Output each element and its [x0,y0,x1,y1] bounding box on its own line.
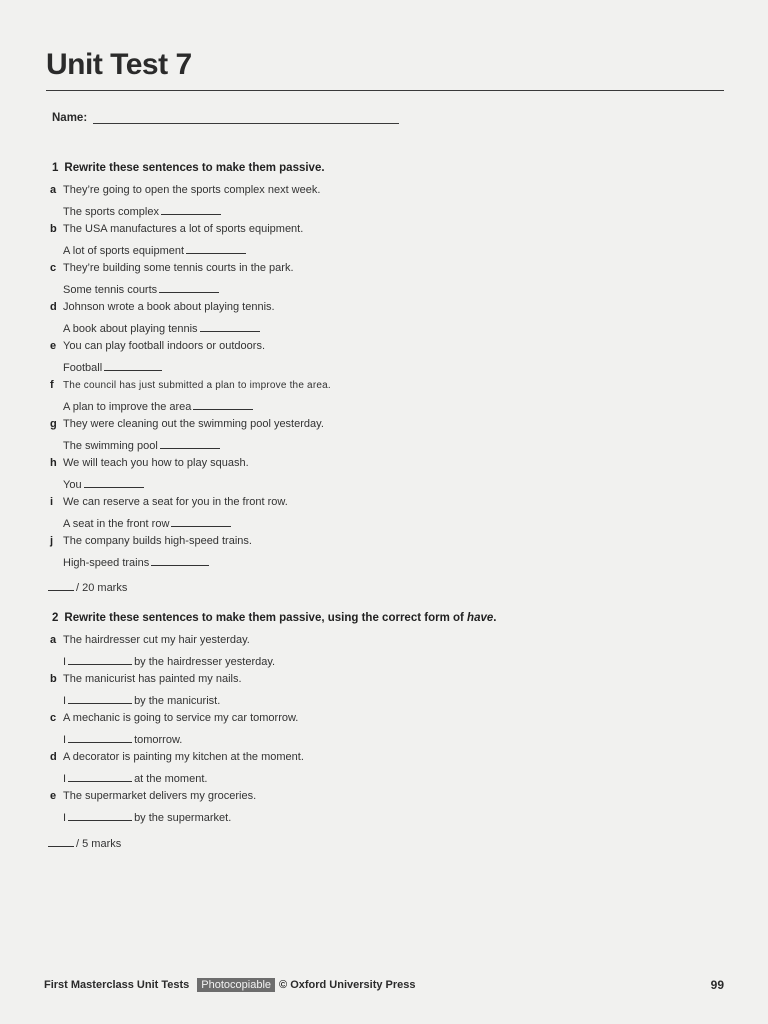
item-prompt-start: I [63,694,67,707]
item-letter: d [50,751,57,763]
item-sentence: We will teach you how to play squash. [63,457,249,469]
section-1-item-i [50,496,730,535]
answer-blank[interactable] [186,243,246,254]
item-letter: e [50,340,57,352]
item-sentence: The supermarket delivers my groceries. [63,790,257,802]
section-1-item-b [50,223,730,262]
item-prompt: Some tennis courts [63,283,158,296]
answer-blank[interactable] [68,693,132,704]
section-2-emphasis: have [467,612,494,624]
answer-blank[interactable] [68,654,132,665]
page-footer [44,978,724,992]
item-letter: c [50,712,57,724]
answer-blank[interactable] [151,555,209,566]
item-letter: b [50,223,57,235]
item-prompt-start: I [63,811,67,824]
item-sentence: Johnson wrote a book about playing tennis. [63,301,275,313]
section-1-item-c [50,262,730,301]
section-2-marks-label: / 5 marks [76,838,122,850]
item-sentence: The council has just submitted a plan to improve the area. [63,380,331,391]
section-2-instruction: Rewrite these sentences to make them passive, using the correct form of [64,612,468,624]
item-sentence: They were cleaning out the swimming pool yesterday. [63,418,324,430]
item-prompt-start: I [63,772,67,785]
section-1-heading [52,162,325,174]
item-letter: a [50,184,57,196]
name-row [52,112,399,124]
score-blank[interactable] [48,836,74,847]
section-1-item-d [50,301,730,340]
answer-blank[interactable] [161,204,221,215]
section-1-marks [48,580,127,594]
item-letter: i [50,496,54,508]
section-1-item-a [50,184,730,223]
answer-blank[interactable] [68,732,132,743]
item-sentence: They’re going to open the sports complex next week. [63,184,321,196]
item-prompt: A lot of sports equipment [63,244,185,257]
item-prompt-end: by the hairdresser yesterday. [134,655,276,668]
section-2-item-a [50,634,730,673]
footer-series: First Masterclass Unit Tests [44,979,190,991]
answer-blank[interactable] [68,771,132,782]
item-prompt: A plan to improve the area [63,400,192,413]
item-prompt: High-speed trains [63,556,150,569]
page-title: Unit Test 7 [46,48,192,81]
answer-blank[interactable] [104,360,162,371]
item-sentence: We can reserve a seat for you in the front row. [63,496,288,508]
item-letter: a [50,634,57,646]
answer-blank[interactable] [68,810,132,821]
answer-blank[interactable] [200,321,260,332]
item-letter: g [50,418,57,430]
item-prompt-start: I [63,655,67,668]
section-2-item-d [50,751,730,790]
item-sentence: A decorator is painting my kitchen at the moment. [63,751,304,763]
item-sentence: You can play football indoors or outdoors. [63,340,266,352]
item-prompt-end: tomorrow. [134,733,183,746]
item-prompt: The swimming pool [63,439,158,452]
answer-blank[interactable] [84,477,144,488]
item-sentence: The USA manufactures a lot of sports equipment. [63,223,304,235]
item-sentence: A mechanic is going to service my car tomorrow. [63,712,299,724]
section-1-item-e [50,340,730,379]
section-1-item-j [50,535,730,574]
item-prompt-end: by the manicurist. [134,694,221,707]
name-field[interactable] [93,112,399,124]
item-prompt-end: at the moment. [134,772,208,785]
answer-blank[interactable] [159,282,219,293]
section-2-marks [48,836,121,850]
item-letter: b [50,673,57,685]
item-sentence: The company builds high-speed trains. [63,535,252,547]
footer-publisher: © Oxford University Press [279,979,416,991]
section-2-period: . [493,612,497,624]
section-1-item-f [50,379,730,418]
item-letter: h [50,457,57,469]
score-blank[interactable] [48,580,74,591]
item-prompt: A book about playing tennis [63,322,198,335]
answer-blank[interactable] [160,438,220,449]
item-sentence: They’re building some tennis courts in the park. [63,262,294,274]
item-prompt: Football [63,361,103,374]
section-2-heading [52,612,496,624]
item-sentence: The hairdresser cut my hair yesterday. [63,634,250,646]
section-1-instruction: Rewrite these sentences to make them passive. [64,162,325,174]
title-divider [46,90,724,91]
item-sentence: The manicurist has painted my nails. [63,673,242,685]
item-prompt: You [63,478,82,491]
page-number: 99 [710,978,724,992]
section-1-number: 1 [52,162,59,174]
section-2-item-b [50,673,730,712]
answer-blank[interactable] [193,399,253,410]
section-1-item-h [50,457,730,496]
name-label: Name: [52,112,88,124]
section-2-number: 2 [52,612,59,624]
item-letter: d [50,301,57,313]
item-prompt: The sports complex [63,205,159,218]
item-letter: j [50,535,54,547]
item-letter: c [50,262,57,274]
item-letter: f [50,379,54,391]
section-1-marks-label: / 20 marks [76,582,128,594]
photocopiable-badge: Photocopiable [197,978,275,992]
item-prompt-start: I [63,733,67,746]
section-1-item-g [50,418,730,457]
section-2-item-e [50,790,730,829]
item-letter: e [50,790,57,802]
item-prompt-end: by the supermarket. [134,811,232,824]
section-2-item-c [50,712,730,751]
item-prompt: A seat in the front row [63,517,170,530]
answer-blank[interactable] [171,516,231,527]
